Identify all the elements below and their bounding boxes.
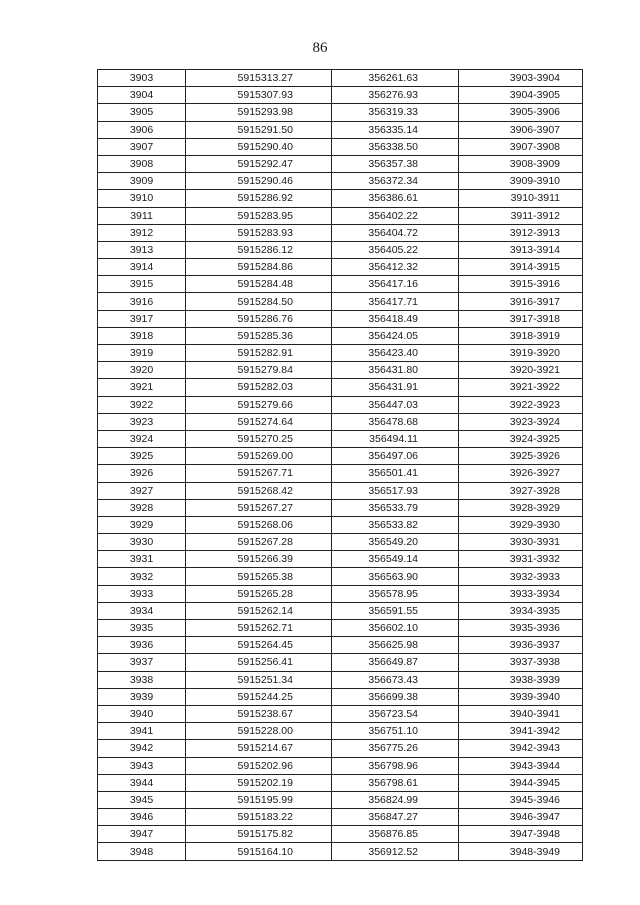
segment-cell: 3933-3934 (459, 585, 583, 602)
x-coordinate-cell: 5915265.38 (186, 568, 332, 585)
segment-cell: 3942-3943 (459, 740, 583, 757)
point-number-cell: 3944 (98, 774, 186, 791)
x-coordinate-cell: 5915228.00 (186, 723, 332, 740)
segment-cell: 3915-3916 (459, 276, 583, 293)
point-number-cell: 3941 (98, 723, 186, 740)
segment-cell: 3945-3946 (459, 791, 583, 808)
y-coordinate-cell: 356549.14 (332, 551, 459, 568)
point-number-cell: 3909 (98, 173, 186, 190)
table-row (98, 671, 583, 688)
coordinates-table (97, 69, 583, 861)
page-number: 86 (312, 40, 328, 56)
coordinates-table-body (98, 70, 583, 861)
y-coordinate-cell: 356563.90 (332, 568, 459, 585)
segment-cell: 3924-3925 (459, 430, 583, 447)
x-coordinate-cell: 5915282.03 (186, 379, 332, 396)
point-number-cell: 3924 (98, 430, 186, 447)
table-row (98, 688, 583, 705)
segment-cell: 3936-3937 (459, 637, 583, 654)
point-number-cell: 3932 (98, 568, 186, 585)
point-number-cell: 3904 (98, 87, 186, 104)
y-coordinate-cell: 356533.79 (332, 499, 459, 516)
y-coordinate-cell: 356876.85 (332, 826, 459, 843)
table-row (98, 396, 583, 413)
y-coordinate-cell: 356412.32 (332, 259, 459, 276)
x-coordinate-cell: 5915291.50 (186, 121, 332, 138)
table-row (98, 465, 583, 482)
y-coordinate-cell: 356497.06 (332, 448, 459, 465)
x-coordinate-cell: 5915268.06 (186, 516, 332, 533)
segment-cell: 3908-3909 (459, 155, 583, 172)
point-number-cell: 3923 (98, 413, 186, 430)
y-coordinate-cell: 356417.16 (332, 276, 459, 293)
segment-cell: 3917-3918 (459, 310, 583, 327)
table-row (98, 87, 583, 104)
table-row (98, 843, 583, 860)
segment-cell: 3943-3944 (459, 757, 583, 774)
table-row (98, 499, 583, 516)
point-number-cell: 3940 (98, 705, 186, 722)
segment-cell: 3922-3923 (459, 396, 583, 413)
y-coordinate-cell: 356494.11 (332, 430, 459, 447)
point-number-cell: 3938 (98, 671, 186, 688)
segment-cell: 3910-3911 (459, 190, 583, 207)
x-coordinate-cell: 5915238.67 (186, 705, 332, 722)
table-row (98, 173, 583, 190)
point-number-cell: 3907 (98, 138, 186, 155)
y-coordinate-cell: 356798.61 (332, 774, 459, 791)
segment-cell: 3903-3904 (459, 70, 583, 87)
x-coordinate-cell: 5915244.25 (186, 688, 332, 705)
segment-cell: 3929-3930 (459, 516, 583, 533)
point-number-cell: 3919 (98, 345, 186, 362)
segment-cell: 3947-3948 (459, 826, 583, 843)
y-coordinate-cell: 356723.54 (332, 705, 459, 722)
segment-cell: 3906-3907 (459, 121, 583, 138)
y-coordinate-cell: 356335.14 (332, 121, 459, 138)
x-coordinate-cell: 5915284.50 (186, 293, 332, 310)
segment-cell: 3904-3905 (459, 87, 583, 104)
segment-cell: 3921-3922 (459, 379, 583, 396)
table-row (98, 207, 583, 224)
segment-cell: 3925-3926 (459, 448, 583, 465)
x-coordinate-cell: 5915283.95 (186, 207, 332, 224)
point-number-cell: 3947 (98, 826, 186, 843)
coordinates-table-wrapper (97, 69, 582, 861)
y-coordinate-cell: 356578.95 (332, 585, 459, 602)
segment-cell: 3932-3933 (459, 568, 583, 585)
table-row (98, 345, 583, 362)
table-row (98, 809, 583, 826)
table-row (98, 448, 583, 465)
x-coordinate-cell: 5915266.39 (186, 551, 332, 568)
point-number-cell: 3915 (98, 276, 186, 293)
point-number-cell: 3908 (98, 155, 186, 172)
point-number-cell: 3912 (98, 224, 186, 241)
point-number-cell: 3942 (98, 740, 186, 757)
y-coordinate-cell: 356424.05 (332, 327, 459, 344)
table-row (98, 757, 583, 774)
table-row (98, 155, 583, 172)
x-coordinate-cell: 5915313.27 (186, 70, 332, 87)
x-coordinate-cell: 5915264.45 (186, 637, 332, 654)
x-coordinate-cell: 5915195.99 (186, 791, 332, 808)
point-number-cell: 3946 (98, 809, 186, 826)
y-coordinate-cell: 356912.52 (332, 843, 459, 860)
table-row (98, 654, 583, 671)
table-row (98, 190, 583, 207)
table-row (98, 362, 583, 379)
y-coordinate-cell: 356602.10 (332, 620, 459, 637)
table-row (98, 293, 583, 310)
y-coordinate-cell: 356405.22 (332, 241, 459, 258)
point-number-cell: 3917 (98, 310, 186, 327)
segment-cell: 3920-3921 (459, 362, 583, 379)
table-row (98, 791, 583, 808)
table-row (98, 379, 583, 396)
point-number-cell: 3939 (98, 688, 186, 705)
x-coordinate-cell: 5915284.48 (186, 276, 332, 293)
y-coordinate-cell: 356423.40 (332, 345, 459, 362)
y-coordinate-cell: 356276.93 (332, 87, 459, 104)
table-row (98, 430, 583, 447)
point-number-cell: 3928 (98, 499, 186, 516)
point-number-cell: 3906 (98, 121, 186, 138)
segment-cell: 3939-3940 (459, 688, 583, 705)
point-number-cell: 3905 (98, 104, 186, 121)
table-row (98, 602, 583, 619)
point-number-cell: 3903 (98, 70, 186, 87)
x-coordinate-cell: 5915265.28 (186, 585, 332, 602)
x-coordinate-cell: 5915267.28 (186, 534, 332, 551)
point-number-cell: 3935 (98, 620, 186, 637)
x-coordinate-cell: 5915290.46 (186, 173, 332, 190)
y-coordinate-cell: 356357.38 (332, 155, 459, 172)
point-number-cell: 3911 (98, 207, 186, 224)
y-coordinate-cell: 356417.71 (332, 293, 459, 310)
segment-cell: 3916-3917 (459, 293, 583, 310)
segment-cell: 3909-3910 (459, 173, 583, 190)
table-row (98, 413, 583, 430)
x-coordinate-cell: 5915262.71 (186, 620, 332, 637)
x-coordinate-cell: 5915269.00 (186, 448, 332, 465)
table-row (98, 310, 583, 327)
y-coordinate-cell: 356775.26 (332, 740, 459, 757)
point-number-cell: 3927 (98, 482, 186, 499)
y-coordinate-cell: 356261.63 (332, 70, 459, 87)
x-coordinate-cell: 5915164.10 (186, 843, 332, 860)
x-coordinate-cell: 5915256.41 (186, 654, 332, 671)
table-row (98, 826, 583, 843)
segment-cell: 3907-3908 (459, 138, 583, 155)
y-coordinate-cell: 356517.93 (332, 482, 459, 499)
segment-cell: 3926-3927 (459, 465, 583, 482)
point-number-cell: 3913 (98, 241, 186, 258)
y-coordinate-cell: 356751.10 (332, 723, 459, 740)
point-number-cell: 3920 (98, 362, 186, 379)
table-row (98, 740, 583, 757)
y-coordinate-cell: 356699.38 (332, 688, 459, 705)
x-coordinate-cell: 5915267.71 (186, 465, 332, 482)
x-coordinate-cell: 5915270.25 (186, 430, 332, 447)
table-row (98, 121, 583, 138)
y-coordinate-cell: 356404.72 (332, 224, 459, 241)
segment-cell: 3938-3939 (459, 671, 583, 688)
y-coordinate-cell: 356798.96 (332, 757, 459, 774)
x-coordinate-cell: 5915214.67 (186, 740, 332, 757)
x-coordinate-cell: 5915285.36 (186, 327, 332, 344)
x-coordinate-cell: 5915267.27 (186, 499, 332, 516)
x-coordinate-cell: 5915279.84 (186, 362, 332, 379)
x-coordinate-cell: 5915293.98 (186, 104, 332, 121)
table-row (98, 568, 583, 585)
segment-cell: 3914-3915 (459, 259, 583, 276)
table-row (98, 482, 583, 499)
y-coordinate-cell: 356824.99 (332, 791, 459, 808)
y-coordinate-cell: 356847.27 (332, 809, 459, 826)
x-coordinate-cell: 5915290.40 (186, 138, 332, 155)
segment-cell: 3905-3906 (459, 104, 583, 121)
point-number-cell: 3929 (98, 516, 186, 533)
table-row (98, 70, 583, 87)
segment-cell: 3935-3936 (459, 620, 583, 637)
y-coordinate-cell: 356431.80 (332, 362, 459, 379)
y-coordinate-cell: 356478.68 (332, 413, 459, 430)
x-coordinate-cell: 5915183.22 (186, 809, 332, 826)
x-coordinate-cell: 5915307.93 (186, 87, 332, 104)
x-coordinate-cell: 5915286.12 (186, 241, 332, 258)
point-number-cell: 3921 (98, 379, 186, 396)
segment-cell: 3941-3942 (459, 723, 583, 740)
x-coordinate-cell: 5915283.93 (186, 224, 332, 241)
table-row (98, 585, 583, 602)
segment-cell: 3930-3931 (459, 534, 583, 551)
y-coordinate-cell: 356386.61 (332, 190, 459, 207)
point-number-cell: 3914 (98, 259, 186, 276)
table-row (98, 637, 583, 654)
y-coordinate-cell: 356649.87 (332, 654, 459, 671)
y-coordinate-cell: 356431.91 (332, 379, 459, 396)
table-row (98, 104, 583, 121)
y-coordinate-cell: 356625.98 (332, 637, 459, 654)
table-row (98, 534, 583, 551)
table-row (98, 620, 583, 637)
point-number-cell: 3945 (98, 791, 186, 808)
segment-cell: 3912-3913 (459, 224, 583, 241)
table-row (98, 259, 583, 276)
x-coordinate-cell: 5915268.42 (186, 482, 332, 499)
x-coordinate-cell: 5915284.86 (186, 259, 332, 276)
table-row (98, 241, 583, 258)
point-number-cell: 3934 (98, 602, 186, 619)
table-row (98, 224, 583, 241)
x-coordinate-cell: 5915286.92 (186, 190, 332, 207)
y-coordinate-cell: 356549.20 (332, 534, 459, 551)
segment-cell: 3946-3947 (459, 809, 583, 826)
y-coordinate-cell: 356533.82 (332, 516, 459, 533)
table-row (98, 276, 583, 293)
x-coordinate-cell: 5915279.66 (186, 396, 332, 413)
point-number-cell: 3931 (98, 551, 186, 568)
y-coordinate-cell: 356372.34 (332, 173, 459, 190)
point-number-cell: 3948 (98, 843, 186, 860)
x-coordinate-cell: 5915286.76 (186, 310, 332, 327)
y-coordinate-cell: 356418.49 (332, 310, 459, 327)
segment-cell: 3937-3938 (459, 654, 583, 671)
table-row (98, 723, 583, 740)
table-row (98, 327, 583, 344)
y-coordinate-cell: 356673.43 (332, 671, 459, 688)
segment-cell: 3944-3945 (459, 774, 583, 791)
segment-cell: 3940-3941 (459, 705, 583, 722)
point-number-cell: 3918 (98, 327, 186, 344)
x-coordinate-cell: 5915175.82 (186, 826, 332, 843)
point-number-cell: 3943 (98, 757, 186, 774)
segment-cell: 3948-3949 (459, 843, 583, 860)
y-coordinate-cell: 356501.41 (332, 465, 459, 482)
y-coordinate-cell: 356338.50 (332, 138, 459, 155)
table-row (98, 705, 583, 722)
table-row (98, 774, 583, 791)
point-number-cell: 3922 (98, 396, 186, 413)
segment-cell: 3931-3932 (459, 551, 583, 568)
x-coordinate-cell: 5915282.91 (186, 345, 332, 362)
segment-cell: 3911-3912 (459, 207, 583, 224)
point-number-cell: 3937 (98, 654, 186, 671)
segment-cell: 3918-3919 (459, 327, 583, 344)
segment-cell: 3923-3924 (459, 413, 583, 430)
table-row (98, 516, 583, 533)
x-coordinate-cell: 5915202.19 (186, 774, 332, 791)
segment-cell: 3927-3928 (459, 482, 583, 499)
x-coordinate-cell: 5915251.34 (186, 671, 332, 688)
point-number-cell: 3933 (98, 585, 186, 602)
table-row (98, 551, 583, 568)
y-coordinate-cell: 356447.03 (332, 396, 459, 413)
point-number-cell: 3925 (98, 448, 186, 465)
x-coordinate-cell: 5915274.64 (186, 413, 332, 430)
point-number-cell: 3910 (98, 190, 186, 207)
segment-cell: 3934-3935 (459, 602, 583, 619)
point-number-cell: 3916 (98, 293, 186, 310)
y-coordinate-cell: 356591.55 (332, 602, 459, 619)
y-coordinate-cell: 356319.33 (332, 104, 459, 121)
y-coordinate-cell: 356402.22 (332, 207, 459, 224)
segment-cell: 3919-3920 (459, 345, 583, 362)
segment-cell: 3913-3914 (459, 241, 583, 258)
segment-cell: 3928-3929 (459, 499, 583, 516)
point-number-cell: 3936 (98, 637, 186, 654)
x-coordinate-cell: 5915292.47 (186, 155, 332, 172)
table-row (98, 138, 583, 155)
x-coordinate-cell: 5915262.14 (186, 602, 332, 619)
x-coordinate-cell: 5915202.96 (186, 757, 332, 774)
point-number-cell: 3926 (98, 465, 186, 482)
point-number-cell: 3930 (98, 534, 186, 551)
